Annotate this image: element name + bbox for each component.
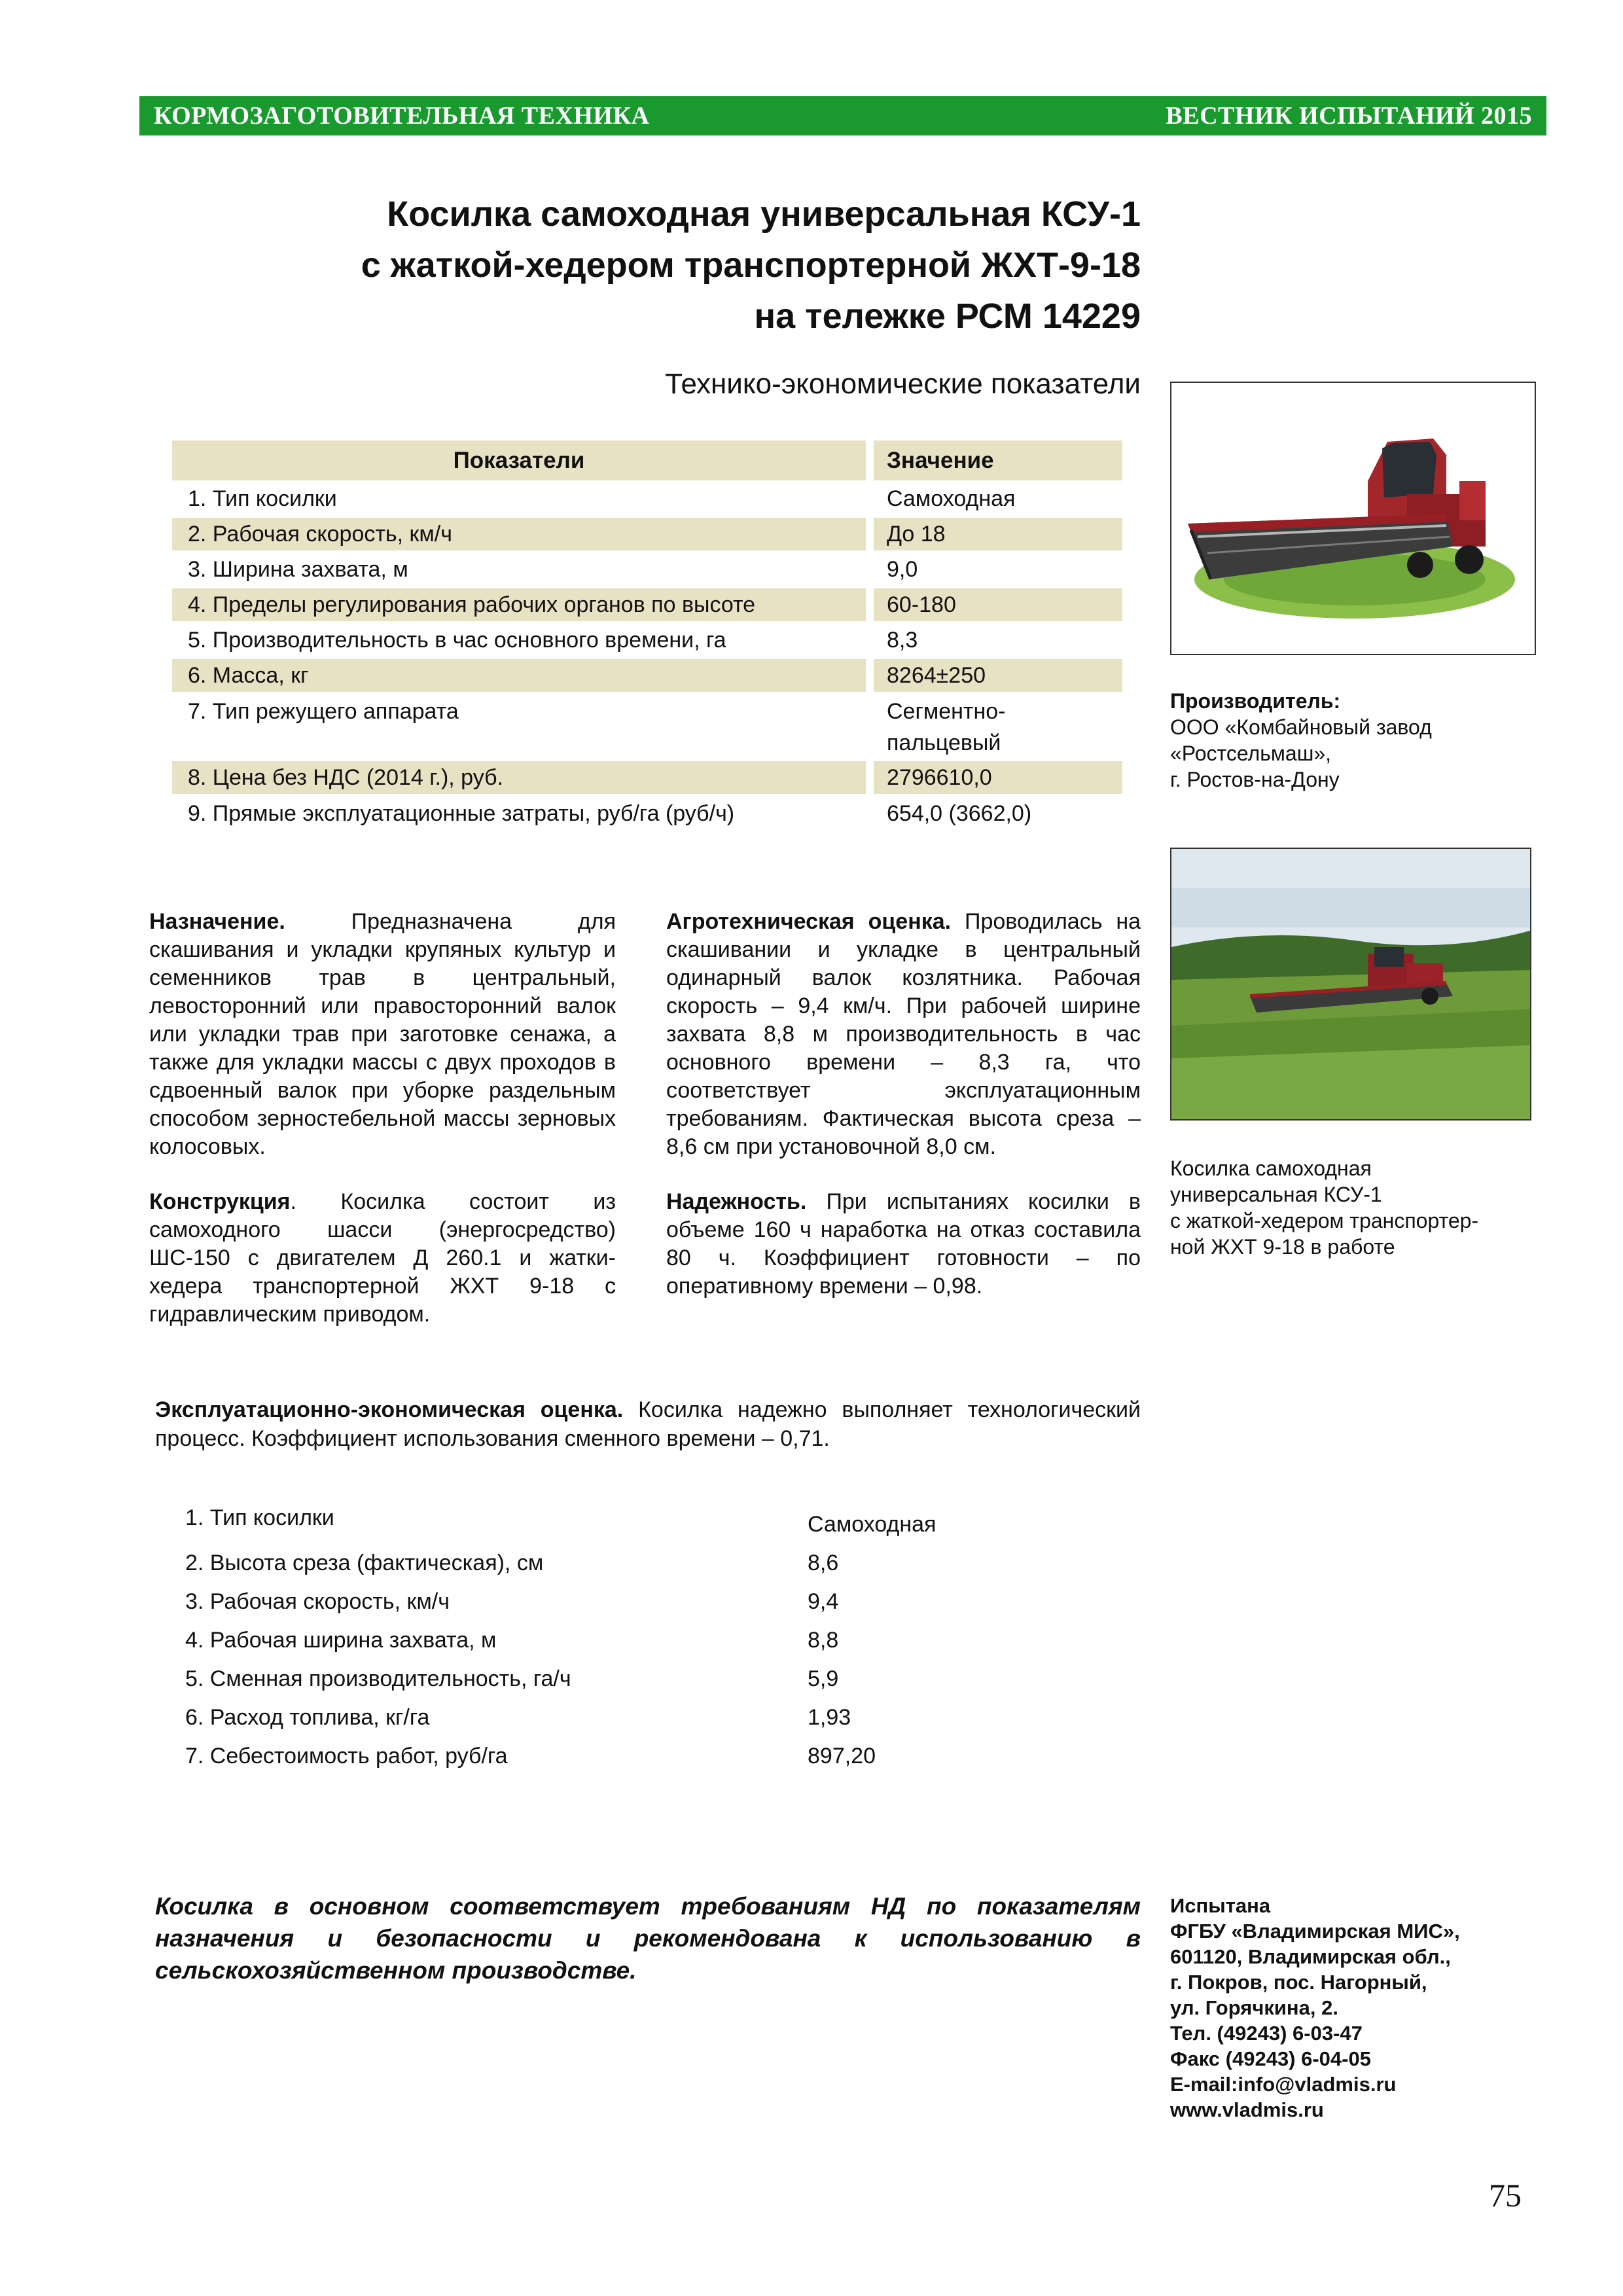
left-column bbox=[149, 908, 616, 1355]
title-line-2: с жаткой-хедером транспортерной ЖХТ-9-18 bbox=[361, 245, 1141, 285]
econ-heading: Эксплуатационно-экономическая оценка. bbox=[155, 1397, 624, 1422]
title-line-1: Косилка самоходная универсальная КСУ-1 bbox=[387, 194, 1141, 234]
header-value: Значение bbox=[874, 440, 1122, 480]
email: E-mail:info@vladmis.ru bbox=[1170, 2073, 1397, 2096]
tested-by-line: ул. Горячкина, 2. bbox=[1170, 1996, 1338, 2019]
manufacturer-heading: Производитель: bbox=[1170, 689, 1341, 713]
manufacturer bbox=[1170, 688, 1432, 793]
tested-by bbox=[1170, 1893, 1460, 2123]
construction-text: . Косилка состоит из самоходного шасси (энергосредство) ШС-150 с двигателем Д 260.1 и жатки-хедера транспортерной ЖХТ 9-18 с гидравлическим приводом. bbox=[149, 1189, 616, 1327]
row-value-line-1: Сегментно- bbox=[887, 699, 1006, 724]
manufacturer-line: ООО «Комбайновый завод bbox=[1170, 715, 1432, 739]
row-label: 9. Прямые эксплуатационные затраты, руб/га (руб/ч) bbox=[188, 801, 735, 826]
row-label: 6. Масса, кг bbox=[172, 659, 866, 692]
tested-by-line: г. Покров, пос. Нагорный, bbox=[1170, 1971, 1427, 1994]
row-value: До 18 bbox=[874, 518, 1122, 550]
manufacturer-line: «Ростсельмаш», bbox=[1170, 742, 1332, 765]
table-row bbox=[172, 659, 1122, 692]
caption-line: ной ЖХТ 9-18 в работе bbox=[1170, 1235, 1395, 1259]
econ-row-value: 8,6 bbox=[808, 1551, 839, 1575]
econ-row-label: 6. Расход топлива, кг/га bbox=[185, 1705, 430, 1730]
page-number: 75 bbox=[1489, 2177, 1522, 2214]
row-label: 4. Пределы регулирования рабочих органов по высоте bbox=[172, 588, 866, 621]
econ-row-label: 3. Рабочая скорость, км/ч bbox=[185, 1589, 450, 1614]
manufacturer-line: г. Ростов-на-Дону bbox=[1170, 768, 1340, 791]
caption-line: универсальная КСУ-1 bbox=[1170, 1183, 1382, 1206]
fax: Факс (49243) 6-04-05 bbox=[1170, 2047, 1371, 2070]
econ-paragraph bbox=[155, 1395, 1141, 1453]
phone: Тел. (49243) 6-03-47 bbox=[1170, 2022, 1363, 2045]
econ-row-value: 5,9 bbox=[808, 1666, 839, 1691]
agro-text: Проводилась на скашивании и укладке в центральный одинарный валок козлятника. Рабочая скорость – 9,4 км/ч. При рабочей ширине захвата 8,8 м производительность в час основного времени – 8,3 га, что соответствует эксплуатационным требованиям. Фактическая высота среза – 8,6 см при установочной 8,0 см. bbox=[666, 909, 1141, 1159]
econ-row-value: 9,4 bbox=[808, 1589, 839, 1614]
econ-row-value: Самоходная bbox=[808, 1512, 936, 1537]
econ-row-label: 7. Себестоимость работ, руб/га bbox=[185, 1744, 508, 1768]
table-header bbox=[172, 440, 1122, 480]
section-name: КОРМОЗАГОТОВИТЕЛЬНАЯ ТЕХНИКА bbox=[154, 102, 650, 130]
tested-by-line: ФГБУ «Владимирская МИС», bbox=[1170, 1920, 1460, 1943]
row-value: 60-180 bbox=[874, 588, 1122, 621]
purpose-text: Предназначена для скашивания и укладки крупяных культур и семенников трав в центральный, левосторонний или правосторонний валок или укладки трав при заготовке сенажа, а также для укладки массы с двух проходов в сдвоенный валок при уборке раздельным способом зерностебельной массы зерновых колосовых. bbox=[149, 909, 616, 1159]
row-label: 7. Тип режущего аппарата bbox=[188, 699, 459, 724]
title-line-3: на тележке РСМ 14229 bbox=[754, 296, 1141, 336]
conclusion: Косилка в основном соответствует требованиям НД по показателям назначения и безопасности и рекомендована к использованию в сельскохозяйственном производстве. bbox=[155, 1893, 1141, 1984]
table-row bbox=[172, 588, 1122, 621]
reliability-heading: Надежность. bbox=[666, 1189, 807, 1214]
reliability-text: При испытаниях косилки в объеме 160 ч наработка на отказ составила 80 ч. Коэффициент готовности – по оперативному времени – 0,98. bbox=[666, 1189, 1141, 1299]
tested-by-line: Испытана bbox=[1170, 1894, 1271, 1917]
table-row bbox=[172, 621, 1122, 659]
econ-row-value: 8,8 bbox=[808, 1628, 839, 1653]
purpose-paragraph bbox=[149, 908, 616, 1161]
reliability-paragraph bbox=[666, 1188, 1141, 1300]
agro-heading: Агротехническая оценка. bbox=[666, 909, 952, 934]
row-value: 9,0 bbox=[887, 557, 918, 582]
row-label: 1. Тип косилки bbox=[188, 486, 337, 511]
row-label: 3. Ширина захвата, м bbox=[188, 557, 408, 582]
caption-line: Косилка самоходная bbox=[1170, 1157, 1372, 1180]
table-row bbox=[172, 518, 1122, 550]
purpose-heading: Назначение. bbox=[149, 909, 285, 934]
table-row bbox=[172, 480, 1122, 518]
header-bar bbox=[139, 96, 1546, 135]
caption-line: с жаткой-хедером транспортер- bbox=[1170, 1209, 1479, 1232]
econ-row-value: 897,20 bbox=[808, 1744, 876, 1768]
tech-table bbox=[172, 440, 1122, 833]
row-label: 5. Производительность в час основного времени, га bbox=[188, 628, 726, 653]
agro-paragraph bbox=[666, 908, 1141, 1161]
econ-row-label: 2. Высота среза (фактическая), см bbox=[185, 1551, 544, 1575]
tested-by-line: 601120, Владимирская обл., bbox=[1170, 1945, 1451, 1968]
website: www.vladmis.ru bbox=[1170, 2098, 1324, 2121]
econ-row-label: 1. Тип косилки bbox=[185, 1505, 334, 1530]
econ-row-label: 5. Сменная производительность, га/ч bbox=[185, 1666, 571, 1691]
row-value: 2796610,0 bbox=[874, 761, 1122, 794]
table-row bbox=[172, 794, 1122, 833]
mower-photo bbox=[1170, 382, 1536, 655]
subtitle: Технико-экономические показатели bbox=[665, 368, 1141, 400]
row-value: 654,0 (3662,0) bbox=[887, 801, 1032, 826]
construction-paragraph bbox=[149, 1188, 616, 1329]
row-label: 2. Рабочая скорость, км/ч bbox=[172, 518, 866, 550]
header-indicators: Показатели bbox=[172, 440, 866, 480]
construction-heading: Конструкция bbox=[149, 1189, 291, 1214]
page-title bbox=[224, 188, 1141, 342]
table-row bbox=[172, 761, 1122, 794]
econ-text: Косилка надежно выполняет технологический процесс. Коэффициент использования сменного времени – 0,71. bbox=[155, 1397, 1141, 1451]
right-column bbox=[666, 908, 1141, 1327]
row-value-line-2: пальцевый bbox=[887, 730, 1001, 755]
field-photo bbox=[1170, 848, 1531, 1121]
econ-row-value: 1,93 bbox=[808, 1705, 851, 1730]
journal-name: ВЕСТНИК ИСПЫТАНИЙ 2015 bbox=[1166, 102, 1532, 130]
row-label: 8. Цена без НДС (2014 г.), руб. bbox=[172, 761, 866, 794]
table-row bbox=[172, 692, 1122, 761]
photo-caption bbox=[1170, 1155, 1478, 1260]
row-value: 8,3 bbox=[887, 628, 918, 653]
row-value: 8264±250 bbox=[874, 659, 1122, 692]
table-row bbox=[172, 550, 1122, 588]
row-value: Самоходная bbox=[887, 486, 1016, 511]
row-value bbox=[874, 696, 1122, 761]
econ-row-label: 4. Рабочая ширина захвата, м bbox=[185, 1628, 497, 1653]
